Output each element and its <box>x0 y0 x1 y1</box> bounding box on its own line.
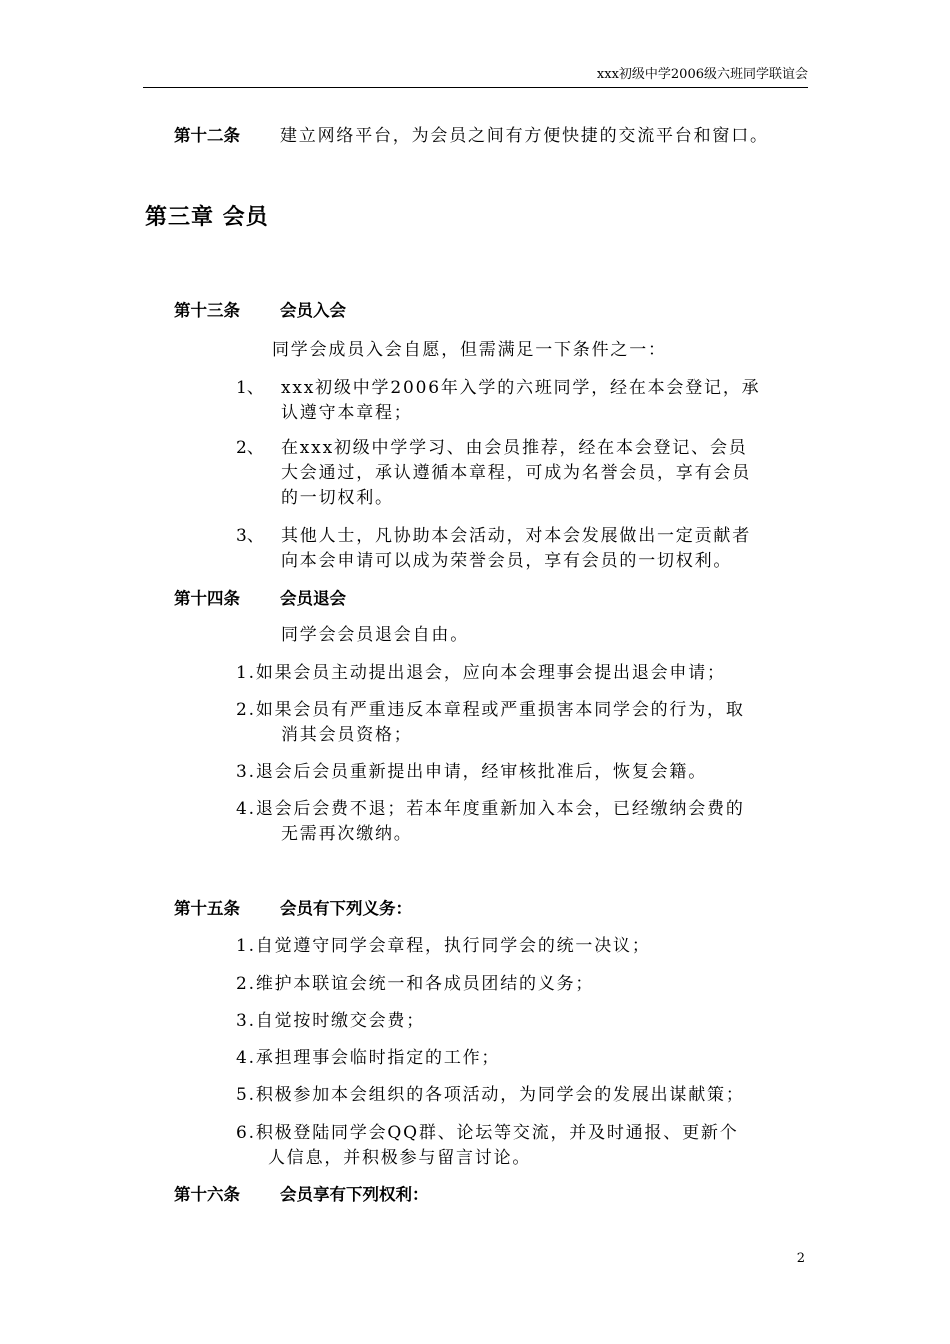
article-12-label: 第十二条 <box>174 126 240 145</box>
list-item-line: 向本会申请可以成为荣誉会员，享有会员的一切权利。 <box>281 551 733 571</box>
article-16-title: 会员享有下列权利： <box>280 1185 429 1204</box>
list-item-line: 无需再次缴纳。 <box>281 824 413 844</box>
list-item-number: 3、 <box>236 526 264 546</box>
list-item-line: 6.积极登陆同学会QQ群、论坛等交流，并及时通报、更新个 <box>236 1123 739 1143</box>
article-16-label: 第十六条 <box>174 1185 240 1204</box>
header-rule <box>143 87 808 88</box>
article-14-label: 第十四条 <box>174 589 240 608</box>
list-item-line: 5.积极参加本会组织的各项活动，为同学会的发展出谋献策； <box>236 1085 745 1105</box>
list-item-line: 4.承担理事会临时指定的工作； <box>236 1048 501 1068</box>
list-item-number: 2、 <box>236 438 264 458</box>
list-item-line: 的一切权利。 <box>281 488 394 508</box>
list-item-line: 3.退会后会员重新提出申请，经审核批准后，恢复会籍。 <box>236 762 708 782</box>
article-12-text: 建立网络平台，为会员之间有方便快捷的交流平台和窗口。 <box>280 126 769 146</box>
list-item-line: 2.如果会员有严重违反本章程或严重损害本同学会的行为，取 <box>236 700 745 720</box>
list-item-line: 3.自觉按时缴交会费； <box>236 1011 426 1031</box>
article-13-title: 会员入会 <box>280 301 346 320</box>
list-item-line: 认遵守本章程； <box>281 403 413 423</box>
list-item-line: xxx初级中学2006年入学的六班同学，经在本会登记，承 <box>281 378 761 398</box>
article-14-intro: 同学会会员退会自由。 <box>281 625 469 645</box>
list-item-line: 其他人士，凡协助本会活动，对本会发展做出一定贡献者 <box>281 526 751 546</box>
header-title: xxx初级中学2006级六班同学联谊会 <box>596 67 808 82</box>
list-item-number: 1、 <box>236 378 264 398</box>
article-15-label: 第十五条 <box>174 899 240 918</box>
list-item-line: 1.自觉遵守同学会章程，执行同学会的统一决议； <box>236 936 651 956</box>
list-item-line: 大会通过，承认遵循本章程，可成为名誉会员，享有会员 <box>281 463 751 483</box>
article-14-title: 会员退会 <box>280 589 346 608</box>
list-item-line: 2.维护本联谊会统一和各成员团结的义务； <box>236 974 595 994</box>
list-item-line: 人信息，并积极参与留言讨论。 <box>268 1148 532 1168</box>
page-number: 2 <box>796 1251 805 1266</box>
list-item-line: 4.退会后会费不退；若本年度重新加入本会，已经缴纳会费的 <box>236 799 745 819</box>
list-item-line: 消其会员资格； <box>281 725 413 745</box>
list-item-line: 1.如果会员主动提出退会，应向本会理事会提出退会申请； <box>236 663 726 683</box>
article-15-title: 会员有下列义务： <box>280 899 412 918</box>
article-13-intro: 同学会成员入会自愿，但需满足一下条件之一： <box>272 340 667 360</box>
list-item-line: 在xxx初级中学学习、由会员推荐，经在本会登记、会员 <box>281 438 748 458</box>
article-13-label: 第十三条 <box>174 301 240 320</box>
chapter-3-heading: 第三章 会员 <box>145 205 269 230</box>
